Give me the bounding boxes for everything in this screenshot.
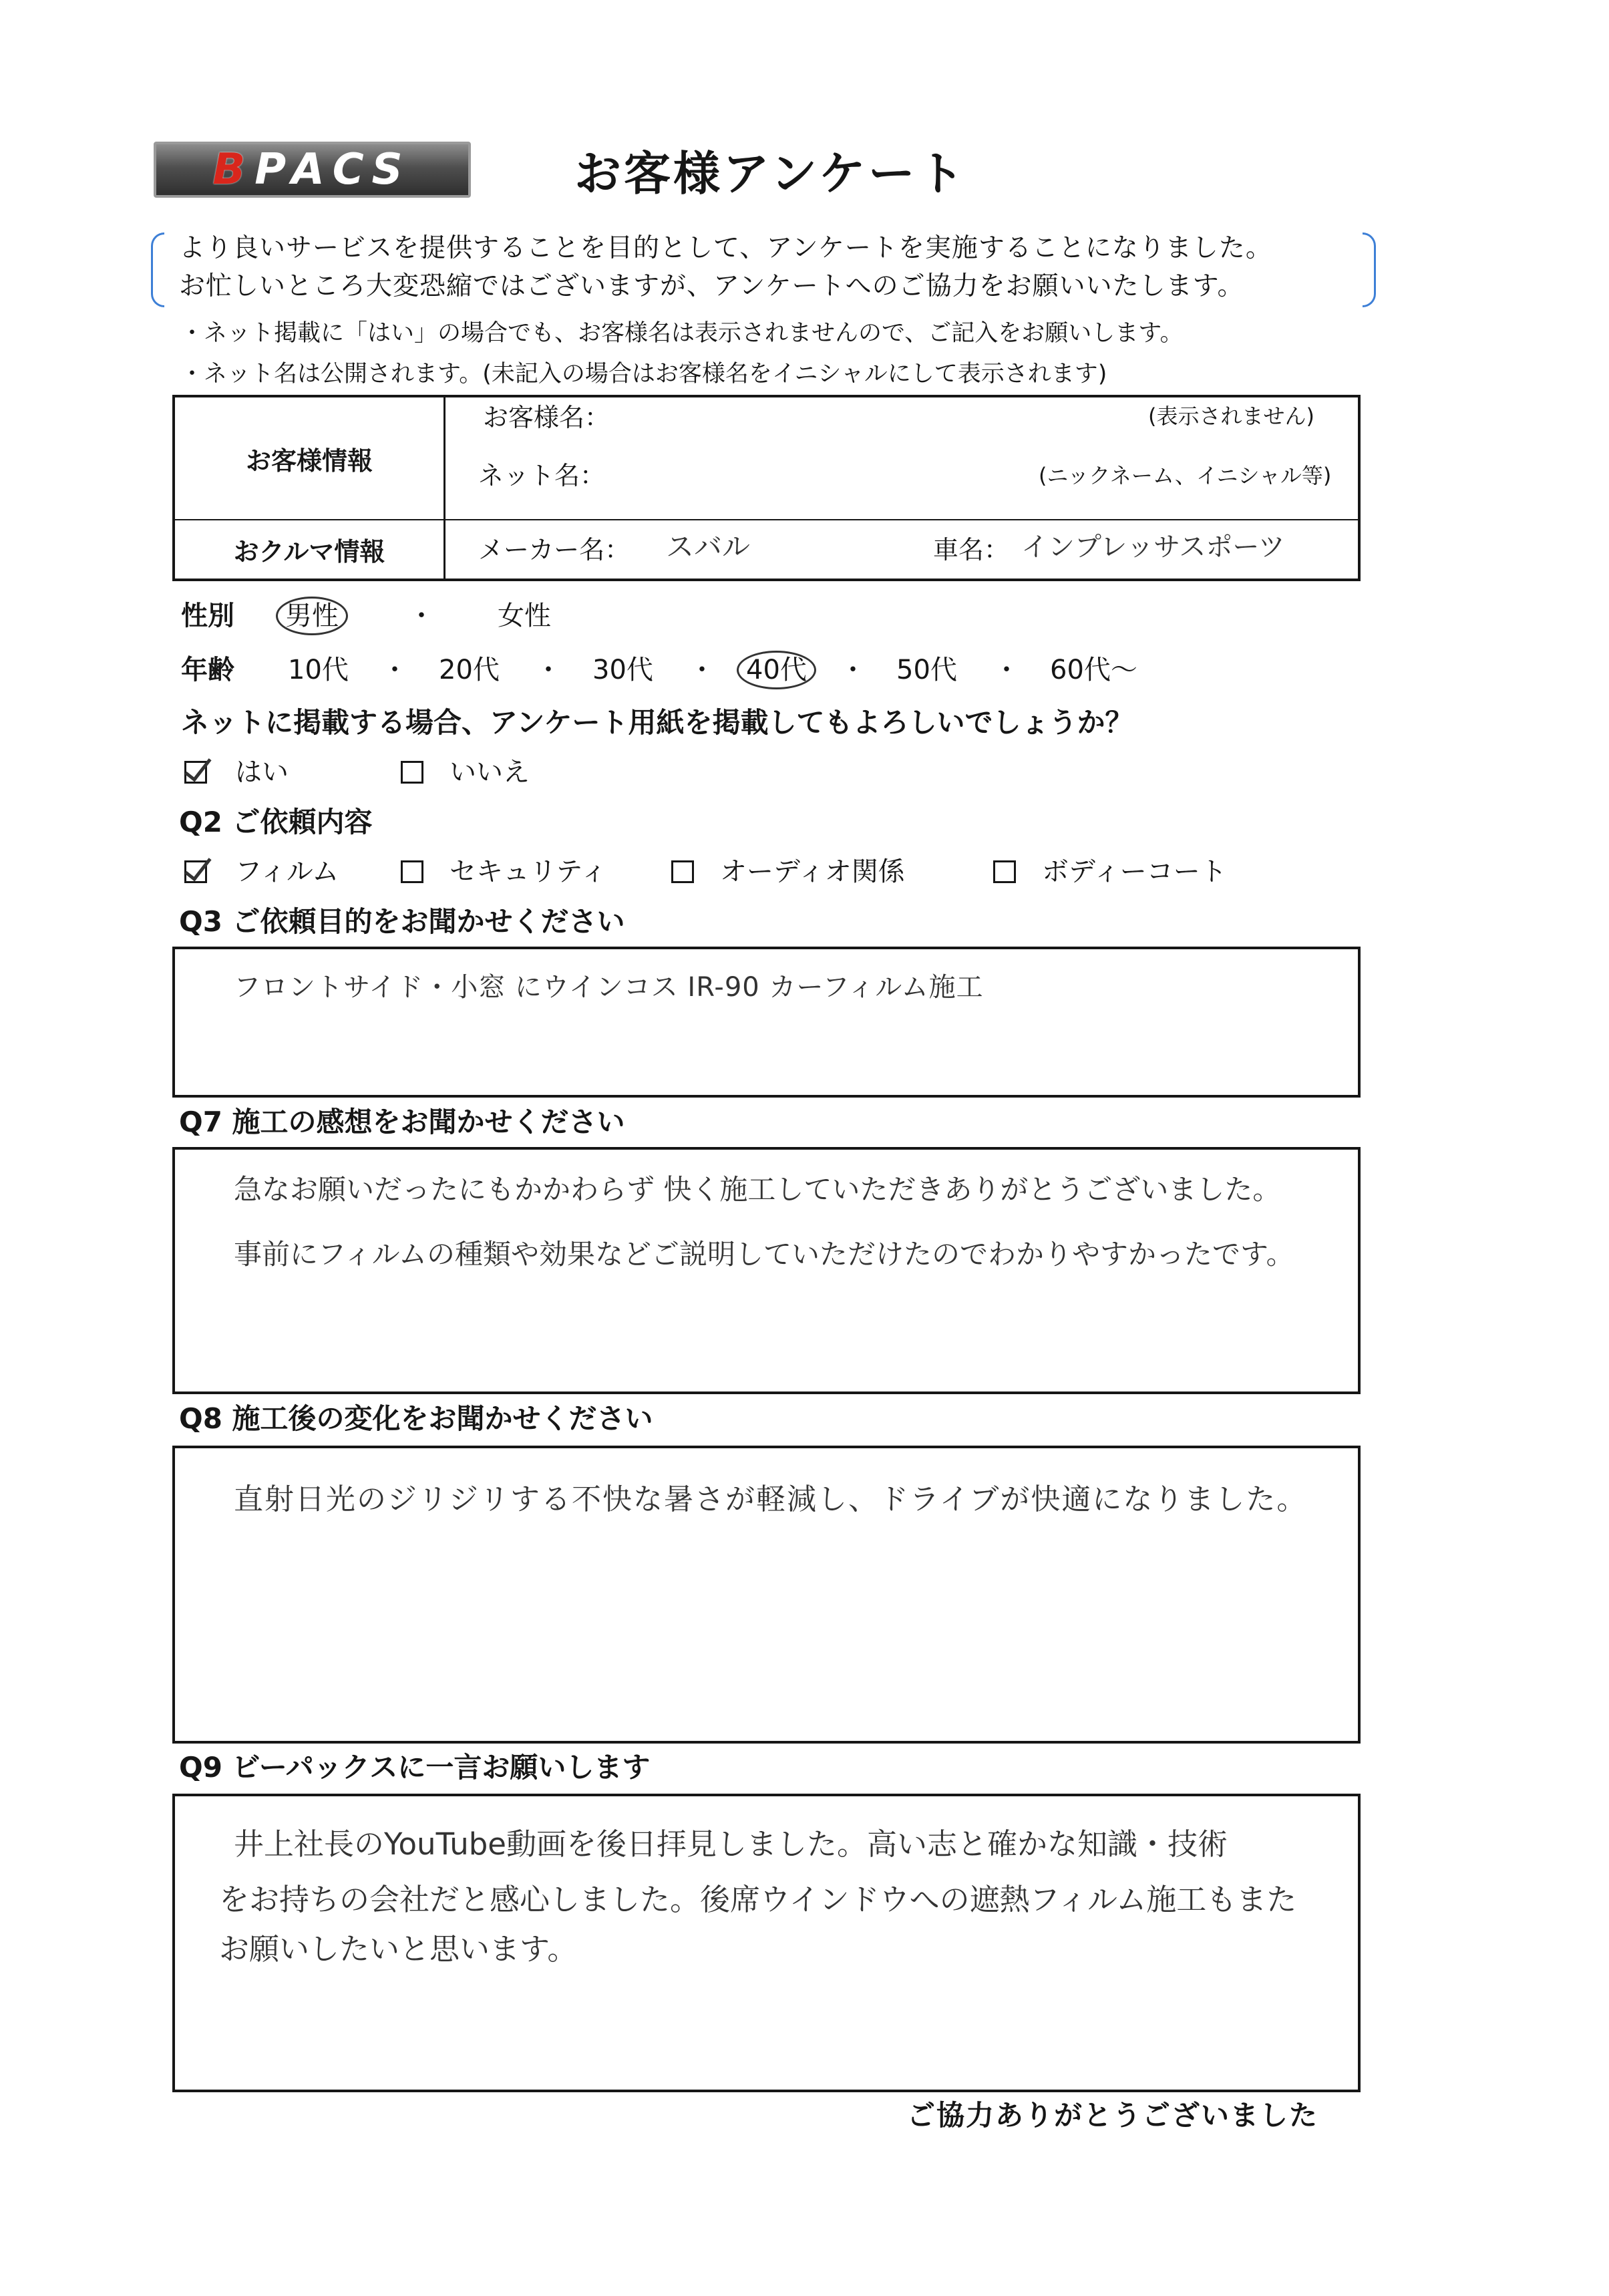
closing-message: ご協力ありがとうございました bbox=[907, 2099, 1319, 2132]
q2-body-coat-label: ボディーコート bbox=[1042, 856, 1227, 887]
customer-info-table bbox=[172, 395, 1361, 581]
car-name-label: 車名： bbox=[933, 535, 1010, 564]
consent-no-label: いいえ bbox=[450, 757, 530, 788]
net-name-note: (ニックネーム、イニシャル等) bbox=[1039, 463, 1332, 488]
q3-answer-line: フロントサイド・小窓 にウインコス IR-90 カーフィルム施工 bbox=[234, 972, 984, 1003]
consent-yes-label: はい bbox=[235, 757, 289, 788]
intro-bracket-right bbox=[1363, 232, 1376, 307]
maker-label: メーカー名： bbox=[478, 535, 631, 564]
car-name-value: インプレッサスポーツ bbox=[1021, 532, 1285, 562]
q8-answer-line: 直射日光のジリジリする不快な暑さが軽減し、ドライブが快適になりました。 bbox=[234, 1482, 1308, 1516]
gender-option-female: 女性 bbox=[498, 601, 551, 631]
q7-heading: Q7 施工の感想をお聞かせください bbox=[179, 1106, 625, 1138]
page-title: お客様アンケート bbox=[574, 146, 967, 201]
customer-info-label: お客様情報 bbox=[245, 446, 373, 476]
consent-no-checkbox bbox=[401, 761, 423, 784]
bpacs-logo bbox=[154, 142, 471, 198]
age-option-30s: 30代 bbox=[592, 655, 653, 685]
q9-heading: Q9 ビーパックスに一言お願いします bbox=[179, 1751, 651, 1784]
q2-body-coat-checkbox bbox=[993, 860, 1016, 883]
age-option-20s: 20代 bbox=[439, 655, 500, 685]
q9-answer-line: 井上社長のYouTube動画を後日拝見しました。高い志と確かな知識・技術 bbox=[234, 1826, 1228, 1862]
age-label: 年齢 bbox=[181, 655, 234, 685]
logo-mark: B bbox=[212, 145, 255, 194]
logo-text: PACS bbox=[254, 145, 412, 194]
age-option-10s: 10代 bbox=[288, 655, 349, 685]
q7-answer-box bbox=[172, 1147, 1361, 1394]
check-mark-icon bbox=[184, 752, 211, 782]
consent-yes-checkbox bbox=[184, 761, 207, 784]
intro-bracket-left bbox=[151, 232, 164, 307]
intro-line-1: より良いサービスを提供することを目的として、アンケートを実施することになりました。 bbox=[179, 233, 1272, 263]
age-separator: ・ bbox=[535, 655, 562, 685]
intro-line-2: お忙しいところ大変恐縮ではございますが、アンケートへのご協力をお願いいたします。 bbox=[179, 271, 1244, 301]
age-option-50s: 50代 bbox=[896, 655, 957, 685]
q2-audio-label: オーディオ関係 bbox=[720, 856, 905, 887]
maker-value: スバル bbox=[666, 530, 751, 563]
net-name-label: ネット名： bbox=[478, 461, 606, 490]
car-info-label: おクルマ情報 bbox=[233, 537, 385, 566]
table-column-divider bbox=[443, 397, 445, 579]
q8-answer-box bbox=[172, 1446, 1361, 1744]
q2-security-label: セキュリティ bbox=[450, 856, 607, 887]
q2-film-label: フィルム bbox=[235, 856, 339, 887]
intro-note-2: ・ネット名は公開されます。(未記入の場合はお客様名をイニシャルにして表示されます) bbox=[180, 361, 1107, 387]
q9-answer-line: お願いしたいと思います。 bbox=[219, 1931, 578, 1967]
q3-heading: Q3 ご依頼目的をお聞かせください bbox=[179, 905, 625, 938]
customer-name-note: (表示されません) bbox=[1148, 403, 1314, 429]
q2-film-checkbox bbox=[184, 860, 207, 883]
age-option-60s-plus: 60代〜 bbox=[1050, 655, 1137, 685]
q9-answer-line: をお持ちの会社だと感心しました。後席ウインドウへの遮熱フィルム施工もまた bbox=[219, 1882, 1297, 1917]
intro-note-1: ・ネット掲載に「はい」の場合でも、お客様名は表示されませんので、ご記入をお願いします。 bbox=[180, 320, 1184, 347]
age-option-40s: 40代 bbox=[746, 655, 807, 685]
age-separator: ・ bbox=[381, 655, 408, 685]
q8-heading: Q8 施工後の変化をお聞かせください bbox=[179, 1402, 653, 1435]
q2-audio-checkbox bbox=[671, 860, 694, 883]
publish-consent-question: ネットに掲載する場合、アンケート用紙を掲載してもよろしいでしょうか？ bbox=[181, 706, 1133, 739]
age-separator: ・ bbox=[840, 655, 866, 685]
q9-answer-box bbox=[172, 1794, 1361, 2092]
gender-separator: ・ bbox=[408, 601, 435, 631]
q2-security-checkbox bbox=[401, 860, 423, 883]
age-separator: ・ bbox=[689, 655, 715, 685]
q7-answer-line: 事前にフィルムの種類や効果などご説明していただけたのでわかりやすかったです。 bbox=[234, 1238, 1294, 1271]
q7-answer-line: 急なお願いだったにもかかわらず 快く施工していただきありがとうございました。 bbox=[234, 1173, 1281, 1206]
gender-option-male: 男性 bbox=[285, 601, 339, 631]
q2-heading: Q2 ご依頼内容 bbox=[179, 806, 373, 838]
age-separator: ・ bbox=[993, 655, 1020, 685]
check-mark-icon bbox=[184, 852, 211, 881]
customer-name-label: お客様名： bbox=[483, 403, 610, 432]
gender-label: 性別 bbox=[181, 601, 234, 631]
q3-answer-box bbox=[172, 947, 1361, 1098]
